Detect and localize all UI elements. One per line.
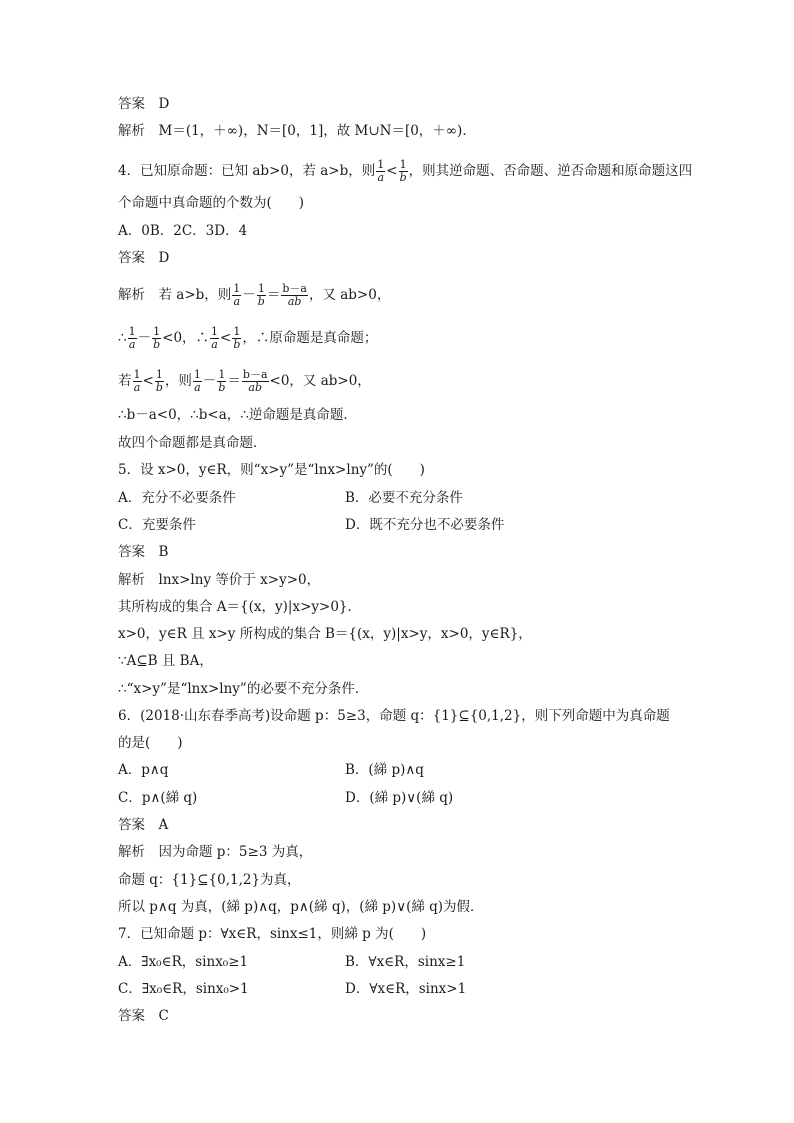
q5-stem: 5．设 x>0，y∈R，则“x>y”是“lnx>lny”的( )	[118, 462, 425, 478]
q4-answer: 答案 D	[118, 250, 170, 266]
q7-answer: 答案 C	[118, 1008, 169, 1024]
q5-analysis-line1: 解析 lnx>lny 等价于 x>y>0，	[118, 572, 321, 588]
q4-options: A．0B．2C．3D．4	[118, 223, 248, 239]
fraction: $\frac{b-a}{ab}$	[242, 368, 268, 394]
fraction: $\frac{1}{a}$	[133, 368, 141, 394]
q6-analysis-line1: 解析 因为命题 p：5≥3 为真，	[118, 844, 313, 860]
q4-stem-line1: 4．已知原命题：已知 ab>0，若 a>b，则 $\frac{1}{a}$ < $\frac{1}{b}$ ，则其逆命题、否命题、逆否命题和原命题这四	[118, 158, 693, 184]
q7-option-c: C．∃x₀∈R，sinx₀>1	[118, 981, 249, 997]
fraction: $\frac{1}{b}$	[155, 368, 163, 394]
q6-options-row2	[118, 787, 718, 809]
fraction: $\frac{1}{a}$	[377, 158, 385, 184]
q4-analysis-line1: 解析 若 a>b，则 $\frac{1}{a}$ － $\frac{1}{b}$ ＝ $\frac{b-a}{ab}$ ，又 ab>0，	[118, 282, 391, 308]
fraction: $\frac{1}{b}$	[153, 325, 161, 351]
q4-analysis-line3: 若 $\frac{1}{a}$ < $\frac{1}{b}$ ，则 $\frac{1}{a}$ － $\frac{1}{b}$ ＝ $\frac{b-a}{ab}$ <0，又 ab>0，	[118, 368, 371, 394]
q5-analysis-line5: ∴“x>y”是“lnx>lny”的必要不充分条件．	[118, 681, 369, 697]
fraction: $\frac{1}{b}$	[218, 368, 226, 394]
q7-option-d: D．∀x∈R，sinx>1	[345, 981, 467, 997]
fraction: $\frac{1}{a}$	[128, 325, 136, 351]
q5-options-row2	[118, 514, 718, 536]
q6-option-c: C．p∧(綈 q)	[118, 790, 198, 806]
q3-analysis: 解析 M＝(1，＋∞)，N＝[0，1]，故 M∪N＝[0，＋∞)．	[118, 123, 476, 139]
q7-option-b: B．∀x∈R，sinx≥1	[345, 954, 466, 970]
q6-answer: 答案 A	[118, 817, 169, 833]
q6-stem-line1: 6．(2018·山东春季高考)设命题 p：5≥3，命题 q：{1}⊆{0,1,2}，则下列命题中为真命题	[118, 708, 670, 724]
q6-stem-line2: 的是( )	[118, 735, 183, 751]
q4-stem-line2: 个命题中真命题的个数为( )	[118, 195, 305, 211]
q7-options-row2	[118, 978, 718, 1000]
q6-option-d: D．(綈 p)∨(綈 q)	[345, 790, 454, 806]
fraction: $\frac{1}{a}$	[193, 368, 201, 394]
q7-stem: 7．已知命题 p：∀x∈R，sinx≤1，则綈 p 为( )	[118, 926, 427, 942]
fraction: $\frac{1}{b}$	[257, 282, 265, 308]
q5-answer: 答案 B	[118, 544, 169, 560]
fraction: $\frac{1}{a}$	[233, 282, 241, 308]
q4-analysis-line2: ∴ $\frac{1}{a}$ － $\frac{1}{b}$ <0，∴ $\frac{1}{a}$ < $\frac{1}{b}$ ，∴原命题是真命题；	[118, 325, 378, 351]
q5-analysis-line2: 其所构成的集合 A＝{(x，y)|x>y>0}．	[118, 599, 361, 615]
q6-option-a: A．p∧q	[118, 762, 169, 778]
q6-analysis-line2: 命题 q：{1}⊆{0,1,2}为真，	[118, 872, 301, 888]
q4-stem-b: ，则其逆命题、否命题、逆否命题和原命题这四	[408, 163, 693, 179]
q5-option-a: A．充分不必要条件	[118, 490, 236, 506]
q4-analysis-line4: ∴b－a<0，∴b<a，∴逆命题是真命题．	[118, 407, 357, 423]
q4-analysis-line5: 故四个命题都是真命题．	[118, 435, 267, 451]
q5-analysis-line4: ∵A⊆B 且 BA，	[118, 653, 213, 669]
q4-stem-a: 4．已知原命题：已知 ab>0，若 a>b，则	[118, 163, 376, 179]
q5-options-row1	[118, 487, 718, 509]
fraction: $\frac{1}{a}$	[211, 325, 219, 351]
q7-option-a: A．∃x₀∈R，sinx₀≥1	[118, 954, 249, 970]
q5-analysis-line3: x>0，y∈R 且 x>y 所构成的集合 B＝{(x，y)|x>y，x>0，y∈R}，	[118, 626, 532, 642]
fraction: $\frac{1}{b}$	[233, 325, 241, 351]
q5-option-b: B．必要不充分条件	[345, 490, 463, 506]
q7-options-row1	[118, 951, 718, 973]
q5-option-c: C．充要条件	[118, 517, 196, 533]
q6-options-row1	[118, 759, 718, 781]
fraction: $\frac{b-a}{ab}$	[282, 282, 307, 308]
q6-analysis-line3: 所以 p∧q 为真，(綈 p)∧q，p∧(綈 q)，(綈 p)∨(綈 q)为假．	[118, 899, 484, 915]
q6-option-b: B．(綈 p)∧q	[345, 762, 424, 778]
q3-answer: 答案 D	[118, 96, 170, 112]
fraction: $\frac{1}{b}$	[399, 158, 407, 184]
q5-option-d: D．既不充分也不必要条件	[345, 517, 505, 533]
